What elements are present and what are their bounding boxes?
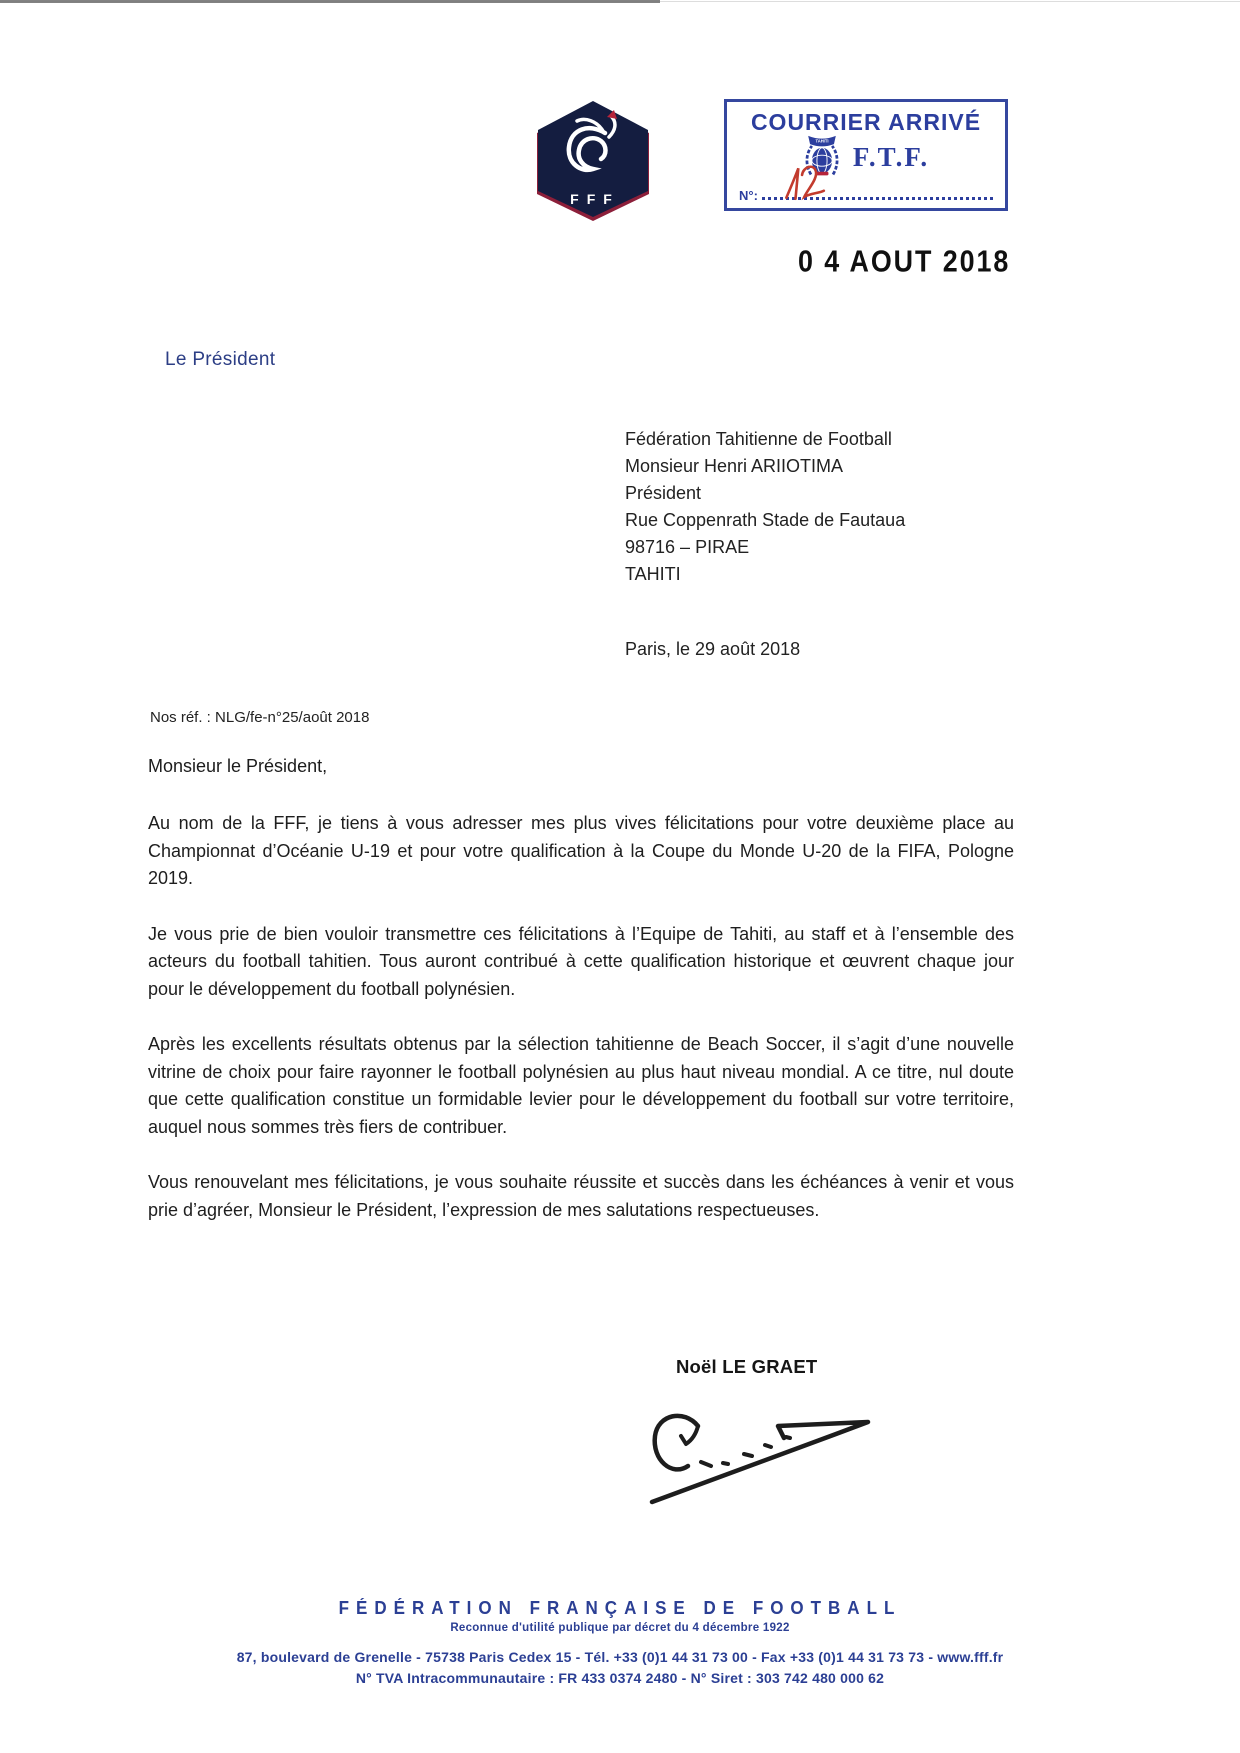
body-paragraph: Je vous prie de bien vouloir transmettre ces félicitations à l’Equipe de Tahiti, au staff et à l’ensemble des acteurs du football tahitien. Tous auront contribué à cette qualification historique et œuvrent chaque jour pour le développement du football polynésien. bbox=[148, 923, 1014, 999]
reference-line: Nos réf. : NLG/fe-n°25/août 2018 bbox=[150, 709, 370, 726]
fff-logo-text: FFF bbox=[570, 191, 620, 207]
stamp-number-label: N°: bbox=[739, 188, 758, 203]
body-paragraph: Au nom de la FFF, je tiens à vous adresser mes plus vives félicitations pour votre deuxième place au Championnat d’Océanie U-19 et pour votre qualification à la Coupe du Monde U-20 de la FIFA, Pologne 2019. bbox=[148, 813, 1014, 888]
recipient-line: Fédération Tahitienne de Football bbox=[625, 429, 892, 449]
stamp-number-handwritten bbox=[771, 160, 833, 208]
footer-org-name: FÉDÉRATION FRANÇAISE DE FOOTBALL bbox=[338, 1598, 902, 1619]
footer bbox=[30, 1598, 1210, 1686]
arrival-stamp-number-row bbox=[739, 181, 993, 203]
recipient-line: 98716 – PIRAE bbox=[625, 537, 750, 557]
recipient-line: Monsieur Henri ARIIOTIMA bbox=[625, 456, 844, 476]
recipient-address bbox=[625, 426, 905, 588]
body-paragraph: Vous renouvelant mes félicitations, je vous souhaite réussite et succès dans les échéances à venir et vous prie d’agréer, Monsieur le Président, l’expression de mes salutations respectueuses. bbox=[148, 1172, 1014, 1220]
fff-logo bbox=[537, 101, 649, 221]
letter-body bbox=[148, 810, 1014, 1252]
footer-recognition: Reconnue d'utilité publique par décret du 4 décembre 1922 bbox=[450, 1622, 790, 1634]
fff-logo-icon bbox=[537, 101, 649, 221]
dateline: Paris, le 29 août 2018 bbox=[625, 639, 801, 659]
sender-title: Le Président bbox=[165, 349, 276, 370]
footer-legal: N° TVA Intracommunautaire : FR 433 0374 2480 - N° Siret : 303 742 480 000 62 bbox=[355, 1670, 885, 1686]
date-stamp: 0 4 AOUT 2018 bbox=[798, 244, 1011, 279]
recipient-line: TAHITI bbox=[625, 564, 681, 584]
signer-name: Noël LE GRAET bbox=[676, 1356, 818, 1377]
scan-edge-artifact-faint bbox=[0, 1, 1240, 2]
recipient-line: Rue Coppenrath Stade de Fautaua bbox=[625, 510, 906, 530]
footer-address: 87, boulevard de Grenelle - 75738 Paris Cedex 15 - Tél. +33 (0)1 44 31 73 00 - Fax +33 (0)1 44 31 73 73 - www.fff.fr bbox=[236, 1649, 1004, 1665]
ftf-crest-banner-text: TAHITI bbox=[815, 138, 829, 144]
body-paragraph: Après les excellents résultats obtenus par la sélection tahitienne de Beach Soccer, il s’agit d’une nouvelle vitrine de choix pour faire rayonner le football polynésien au plus haut niveau mondial. A ce titre, nul doute que cette qualification constitue un formidable levier pour le développement du football sur votre territoire, auquel nous sommes très fiers de contribuer. bbox=[148, 1034, 1014, 1137]
arrival-stamp bbox=[724, 99, 1008, 211]
arrival-stamp-title: COURRIER ARRIVÉ bbox=[750, 109, 982, 135]
ftf-abbr: F.T.F. bbox=[852, 141, 930, 172]
recipient-line: Président bbox=[625, 483, 702, 503]
signature-icon bbox=[638, 1396, 890, 1510]
salutation: Monsieur le Président, bbox=[148, 756, 328, 776]
